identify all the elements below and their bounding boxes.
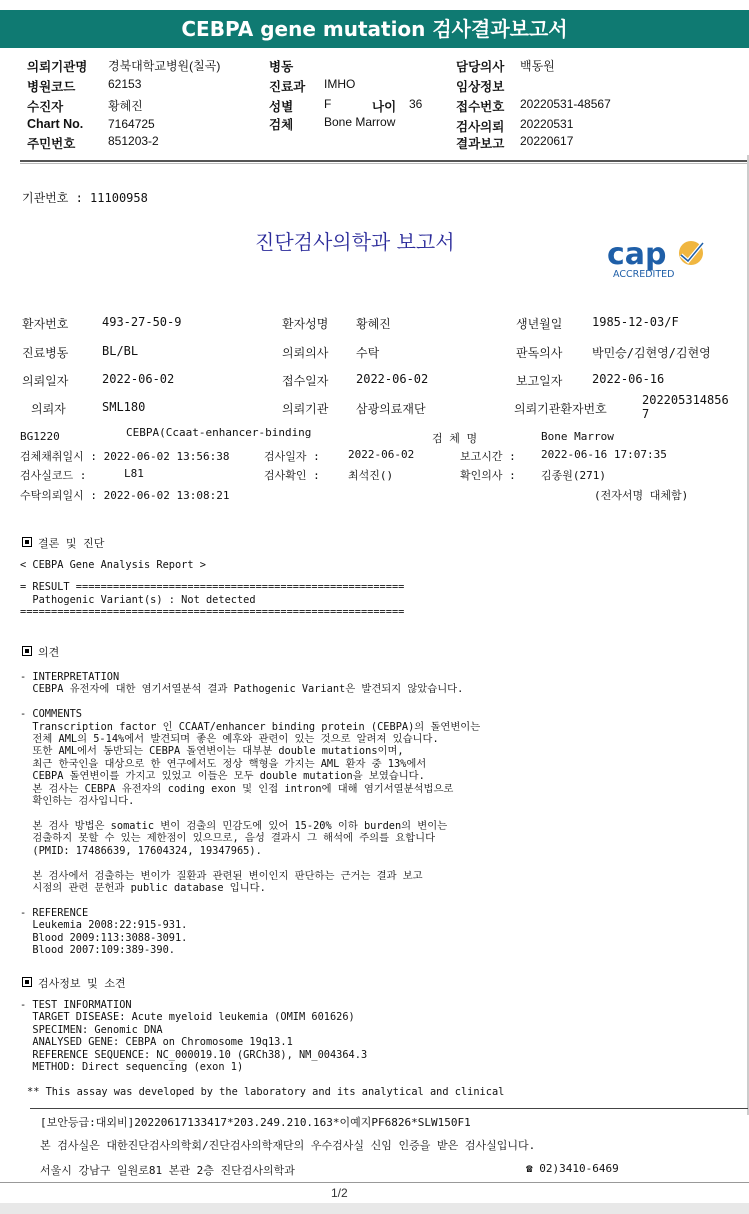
section-conclusion-title: 결론 및 진단 bbox=[38, 537, 105, 550]
test-info-line: - TEST INFORMATION bbox=[20, 999, 132, 1011]
opinion-line: CEBPA 유전자에 대한 염기서열분석 결과 Pathogenic Variant은 발견되지 않았습니다. bbox=[20, 683, 464, 696]
opinion-line bbox=[20, 696, 480, 708]
section-conclusion bbox=[22, 535, 104, 551]
opinion-line: - COMMENTS bbox=[20, 708, 82, 721]
value-test-check: 최석진() bbox=[348, 469, 394, 482]
opinion-line: Leukemia 2008:22:915-931. bbox=[20, 919, 188, 932]
opinion-line: Blood 2007:109:389-390. bbox=[20, 943, 175, 956]
opinion-line: 본 검사 방법은 somatic 변이 검출의 민감도에 있어 15-20% 이하 burden의 변이는 bbox=[20, 819, 448, 832]
value-age: 36 bbox=[409, 97, 423, 111]
value-ward-2: BL/BL bbox=[102, 344, 139, 358]
label-clinical-info: 임상정보 bbox=[456, 80, 505, 94]
value-report-time: 2022-06-16 17:07:35 bbox=[541, 448, 667, 461]
label-reading-doctor: 판독의사 bbox=[516, 346, 563, 360]
value-patient-no: 493-27-50-9 bbox=[102, 315, 182, 329]
conclusion-body bbox=[20, 559, 404, 619]
opinion-line: CEBPA 돌연변이를 가지고 있었고 이들은 모두 double mutation을 보였습니다. bbox=[20, 770, 425, 783]
value-patient-name: 황혜진 bbox=[356, 317, 391, 331]
opinion-line: 본 검사에서 검출하는 변이가 질환과 관련된 변이인지 판단하는 근거는 결과 보고 bbox=[20, 869, 423, 882]
opinion-line: 또한 AML에서 동반되는 CEBPA 돌연변이는 대부분 double mutations이며, bbox=[20, 745, 404, 758]
label-receipt-no: 접수번호 bbox=[456, 100, 505, 114]
value-lab-code: L81 bbox=[124, 467, 144, 480]
label-chart-no: Chart No. bbox=[27, 117, 84, 131]
report-name: < CEBPA Gene Analysis Report > bbox=[20, 559, 206, 571]
opinion-line: - INTERPRETATION bbox=[20, 671, 120, 683]
value-org-patient-no: 202205314856 bbox=[642, 393, 729, 407]
label-request-org: 의뢰기관 bbox=[282, 402, 329, 416]
cap-accredited-logo bbox=[605, 235, 715, 283]
section-bullet-icon bbox=[22, 646, 32, 656]
value-birth-date: 1985-12-03/F bbox=[592, 315, 679, 329]
value-receipt-no: 20220531-48567 bbox=[520, 97, 611, 111]
label-request-doctor: 의뢰의사 bbox=[282, 346, 329, 360]
result-rule-top: = RESULT ===================================================== bbox=[20, 581, 405, 594]
lab-report-title: 진단검사의학과 보고서 bbox=[255, 230, 455, 254]
assay-note: ** This assay was developed by the laboratory and its analytical and clinical bbox=[27, 1086, 505, 1098]
label-report-date: 결과보고 bbox=[456, 137, 505, 151]
label-institution: 의뢰기관명 bbox=[27, 60, 88, 74]
value-department: IMHO bbox=[324, 77, 356, 91]
label-birth-date: 생년월일 bbox=[516, 317, 563, 331]
value-report-date-2: 2022-06-16 bbox=[592, 372, 665, 386]
result-value: Pathogenic Variant(s) : Not detected bbox=[20, 593, 256, 606]
opinion-body bbox=[20, 671, 480, 956]
label-age: 나이 bbox=[372, 100, 397, 114]
security-line: [보안등급:대외비]20220617133417*203.249.210.163*이예지PF6826*SLW150F1 bbox=[40, 1116, 471, 1129]
label-test-date: 검사일자 : bbox=[264, 450, 320, 463]
test-info-line: REFERENCE SEQUENCE: NC_000019.10 (GRCh38), NM_004364.3 bbox=[20, 1048, 368, 1061]
value-hospital-code: 62153 bbox=[108, 77, 142, 91]
label-doctor: 담당의사 bbox=[456, 60, 505, 74]
org-number: 기관번호 : 11100958 bbox=[22, 191, 148, 205]
value-institution: 경북대학교병원(칠곡) bbox=[108, 59, 221, 73]
label-specimen: 검체 bbox=[269, 118, 294, 132]
value-request-date-2: 2022-06-02 bbox=[102, 372, 175, 386]
value-receipt-date: 2022-06-02 bbox=[356, 372, 429, 386]
label-request-date: 검사의뢰 bbox=[456, 120, 505, 134]
label-ward-2: 진료병동 bbox=[22, 346, 69, 360]
label-lab-code: 검사실코드 : bbox=[20, 469, 87, 482]
value-chart-no: 7164725 bbox=[108, 117, 155, 131]
header-divider bbox=[20, 160, 748, 162]
value-test-date: 2022-06-02 bbox=[348, 448, 415, 461]
test-info-body bbox=[20, 999, 367, 1073]
opinion-line: Transcription factor 인 CCAAT/enhancer binding protein (CEBPA)의 돌연변이는 bbox=[20, 720, 481, 733]
test-info-line: TARGET DISEASE: Acute myeloid leukemia (OMIM 601626) bbox=[20, 1011, 355, 1024]
value-request-date: 20220531 bbox=[520, 117, 574, 131]
request-header bbox=[0, 55, 749, 155]
value-request-org: 삼광의료재단 bbox=[356, 402, 426, 416]
opinion-line bbox=[20, 894, 480, 906]
report-title-bar: CEBPA gene mutation 검사결과보고서 bbox=[0, 10, 749, 48]
test-info-line: METHOD: Direct sequencing (exon 1) bbox=[20, 1061, 244, 1074]
value-report-date: 20220617 bbox=[520, 134, 574, 148]
section-opinion bbox=[22, 644, 59, 660]
opinion-line bbox=[20, 807, 480, 819]
value-specimen: Bone Marrow bbox=[324, 115, 396, 129]
value-confirm-doctor: 김종원(271) bbox=[541, 469, 606, 482]
consign-datetime: 수탁의뢰일시 : 2022-06-02 13:08:21 bbox=[20, 489, 230, 502]
value-specimen-name: Bone Marrow bbox=[541, 430, 614, 443]
opinion-line: - REFERENCE bbox=[20, 906, 89, 919]
label-sex: 성별 bbox=[269, 100, 294, 114]
test-code: BG1220 bbox=[20, 430, 60, 443]
opinion-line: 전체 AML의 5-14%에서 발견되며 좋은 예후와 관련이 있는 것으로 알려져 있습니다. bbox=[20, 733, 439, 746]
label-test-check: 검사확인 : bbox=[264, 469, 320, 482]
page-bottom-strip bbox=[0, 1203, 749, 1214]
label-receipt-date: 접수일자 bbox=[282, 374, 329, 388]
section-test-info bbox=[22, 975, 126, 991]
header-divider-thin bbox=[20, 163, 748, 164]
page-number: 1/2 bbox=[331, 1186, 348, 1200]
value-doctor: 백동원 bbox=[520, 59, 555, 73]
section-opinion-title: 의견 bbox=[38, 646, 60, 659]
value-org-patient-no-cont: 7 bbox=[642, 407, 650, 421]
test-name: CEBPA(Ccaat-enhancer-binding bbox=[126, 426, 312, 439]
opinion-line: (PMID: 17486639, 17604324, 19347965). bbox=[20, 844, 262, 857]
value-patient: 황혜진 bbox=[108, 99, 143, 113]
result-rule-bottom: ============================================================== bbox=[20, 606, 405, 619]
label-confirm-doctor: 확인의사 : bbox=[460, 469, 516, 482]
label-request-date-2: 의뢰일자 bbox=[22, 374, 69, 388]
label-department: 진료과 bbox=[269, 80, 306, 94]
page-bottom-divider bbox=[0, 1182, 749, 1183]
section-bullet-icon bbox=[22, 977, 32, 987]
opinion-line: Blood 2009:113:3088-3091. bbox=[20, 931, 188, 944]
label-report-time: 보고시간 : bbox=[460, 450, 516, 463]
label-resident-no: 주민번호 bbox=[27, 137, 76, 151]
test-info-line: ANALYSED GENE: CEBPA on Chromosome 19q13.1 bbox=[20, 1036, 293, 1049]
collection-datetime: 검체채취일시 : 2022-06-02 13:56:38 bbox=[20, 450, 230, 463]
label-patient-name: 환자성명 bbox=[282, 317, 329, 331]
footer-divider bbox=[30, 1108, 748, 1109]
value-request-doctor: 수탁 bbox=[356, 346, 380, 360]
opinion-line: 검출하지 못할 수 있는 제한점이 있으므로, 음성 결과시 그 해석에 주의를 요합니다 bbox=[20, 832, 436, 845]
value-resident-no: 851203-2 bbox=[108, 134, 159, 148]
opinion-line: 확인하는 검사입니다. bbox=[20, 795, 135, 808]
opinion-line bbox=[20, 857, 480, 869]
cap-accredited-text: ACCREDITED bbox=[613, 269, 675, 280]
section-test-info-title: 검사정보 및 소견 bbox=[38, 977, 126, 990]
opinion-line: 시점의 관련 문헌과 public database 입니다. bbox=[20, 881, 266, 894]
opinion-line: 최근 한국인을 대상으로 한 연구에서도 정상 핵형을 가지는 AML 환자 중 13%에서 bbox=[20, 757, 427, 770]
label-report-date-2: 보고일자 bbox=[516, 374, 563, 388]
label-patient-no: 환자번호 bbox=[22, 317, 69, 331]
e-signature-note: (전자서명 대체함) bbox=[594, 489, 689, 502]
label-ward: 병동 bbox=[269, 60, 294, 74]
label-hospital-code: 병원코드 bbox=[27, 80, 76, 94]
value-requester: SML180 bbox=[102, 400, 146, 414]
value-sex: F bbox=[324, 97, 332, 111]
label-requester: 의뢰자 bbox=[31, 402, 66, 416]
lab-address: 서울시 강남구 일원로81 본관 2층 진단검사의학과 bbox=[40, 1164, 295, 1177]
svg-text:cap: cap bbox=[607, 237, 667, 272]
opinion-line: 본 검사는 CEBPA 유전자의 coding exon 및 인접 intron에 대해 염기서열분석법으로 bbox=[20, 782, 454, 795]
certification-line: 본 검사실은 대한진단검사의학회/진단검사의학재단의 우수검사실 신임 인증을 받은 검사실입니다. bbox=[40, 1139, 536, 1152]
lab-phone: ☎ 02)3410-6469 bbox=[526, 1162, 619, 1175]
test-info-line: SPECIMEN: Genomic DNA bbox=[20, 1023, 163, 1036]
section-bullet-icon bbox=[22, 537, 32, 547]
label-patient: 수진자 bbox=[27, 100, 64, 114]
label-specimen-name: 검 체 명 bbox=[432, 432, 478, 445]
label-org-patient-no: 의뢰기관환자번호 bbox=[514, 402, 607, 416]
value-reading-doctor: 박민승/김현영/김현영 bbox=[592, 346, 711, 360]
